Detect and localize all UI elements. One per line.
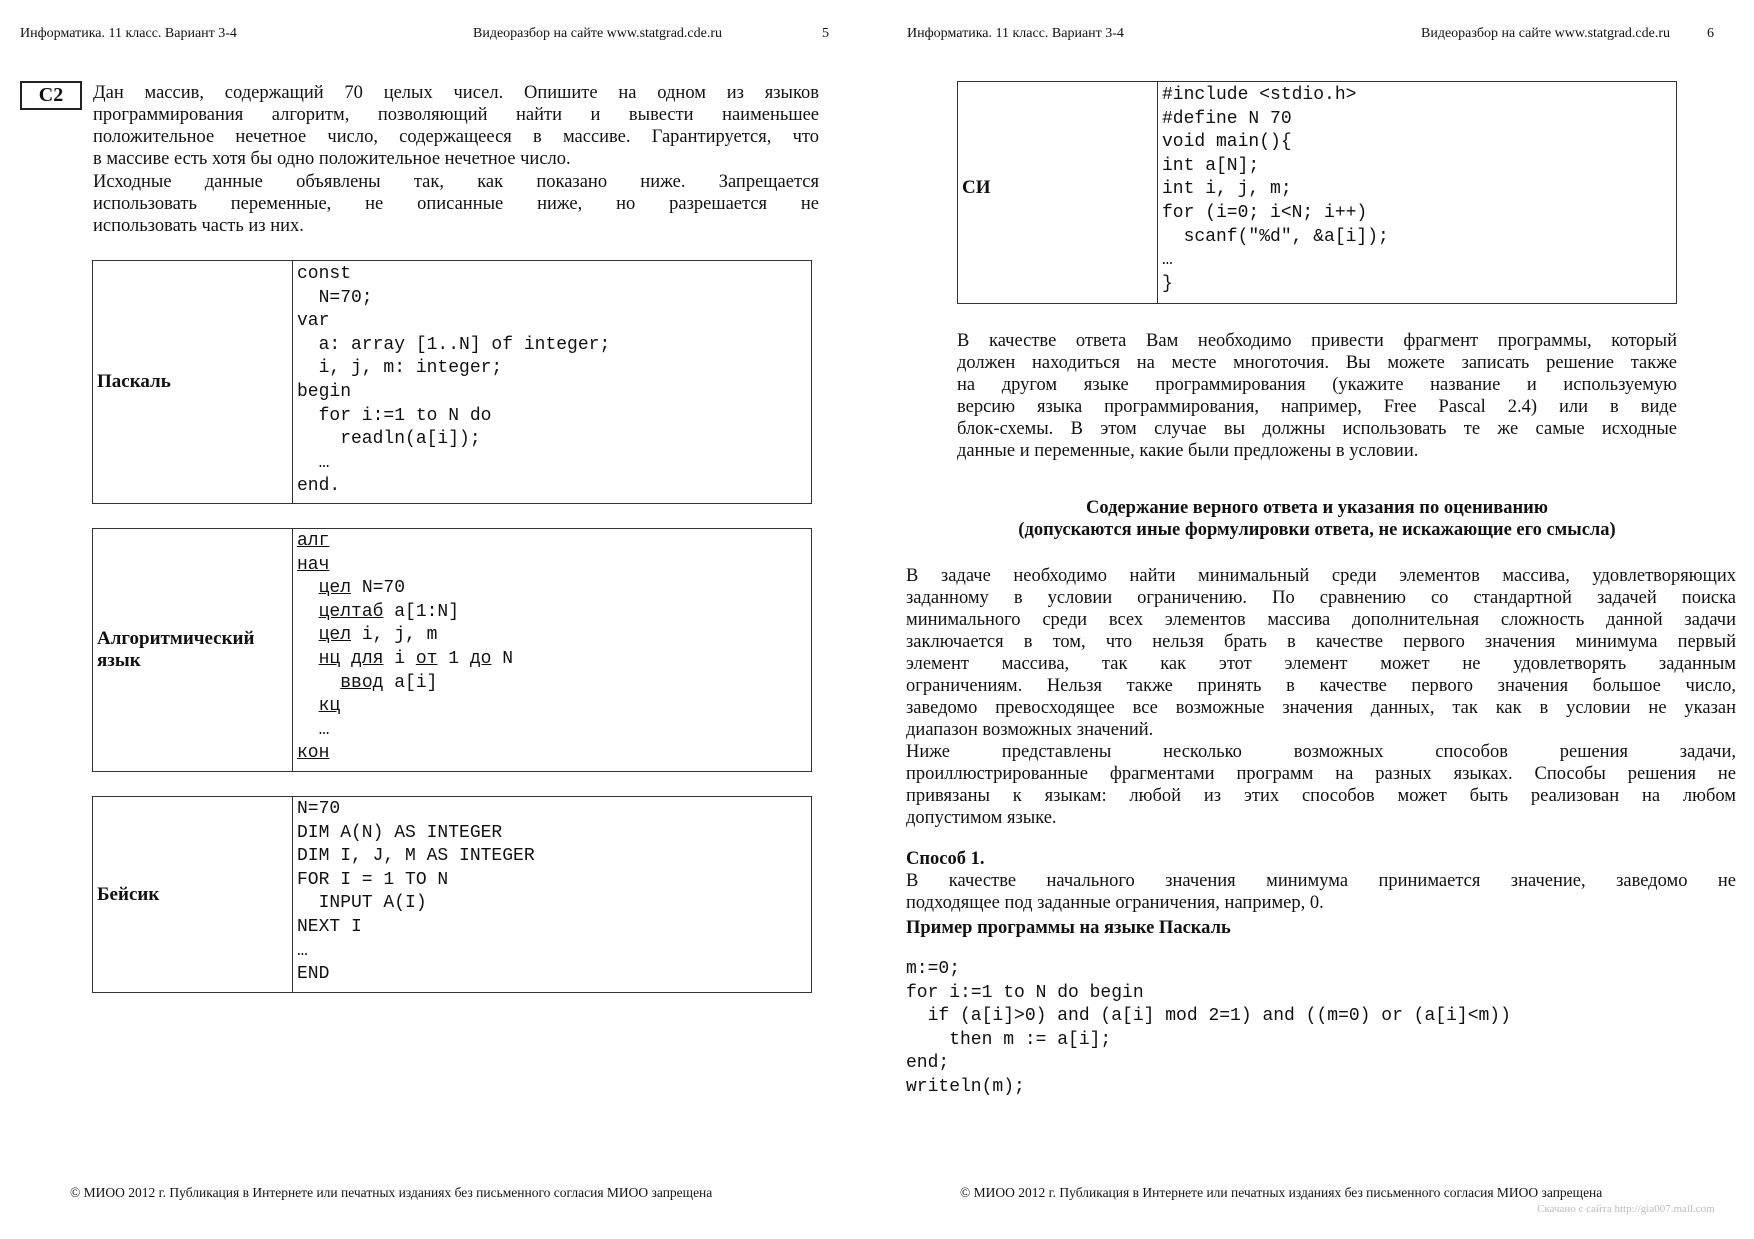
keyword: кц [318,696,341,717]
answer-line: данные и переменные, какие были предложены в условии. [957,441,1419,461]
header-title-right: Информатика. 11 класс. Вариант 3-4 [907,26,1124,41]
method-title: Способ 1. [906,849,985,869]
header-site-left: Видеоразбор на сайте www.statgrad.cde.ru [473,26,722,41]
answer-line: блок-схемы. В этом случае вы должны использовать те же самые исходные [957,419,1677,439]
header-title-left: Информатика. 11 класс. Вариант 3-4 [20,26,237,41]
code-line: END [297,964,330,985]
keyword: от [415,648,438,669]
c-label: СИ [958,82,1158,303]
header-site-right: Видеоразбор на сайте www.statgrad.cde.ru [1421,26,1670,41]
code-line [297,719,513,743]
explain-line: заключается в том, что нельзя брать в качестве первого значения минимума первый [906,632,1736,652]
explain-line: диапазон возможных значений. [906,720,1154,740]
code-line: var [297,311,330,332]
keyword: алг [297,531,330,551]
code-line: … [297,940,308,961]
code-line [297,624,513,648]
keyword: кон [297,743,330,764]
methods-line: привязаны к языкам: любой из этих способов может быть реализован на любом [906,786,1736,806]
decl-line: использовать переменные, не описанные ниже, но разрешается не [93,194,819,214]
algo-code [293,529,513,771]
code-line: end; [906,1053,950,1074]
page-number-left: 5 [822,26,829,41]
code-line [297,695,513,719]
code-line [297,601,513,625]
intro-line: программирования алгоритм, позволяющий найти и вывести наименьшее [93,105,819,125]
algo-code-table [92,528,812,772]
task-intro [93,82,819,170]
methods-line: проиллюстрированные фрагментами программ на разных языках. Способы решения не [906,764,1736,784]
code-line: m:=0; [906,959,961,979]
code-line: … [297,452,330,473]
code-line: void main(){ [1162,132,1292,153]
methods-line: допустимом языке. [906,808,1057,828]
answer-line: В качестве ответа Вам необходимо привести фрагмент программы, который [957,331,1677,351]
footer-copyright-right: © МИОО 2012 г. Публикация в Интернете или печатных изданиях без письменного согласия МИОО запрещена [960,1185,1603,1200]
explain-line: заведомо превосходящее все возможные значения данных, так как в условии не указан [906,698,1736,718]
explain-line: минимального среди всех элементов массива дополнительная сложность данной задачи [906,610,1736,630]
code-line [297,530,513,554]
algo-label-line: Алгоритмический [97,628,255,649]
keyword: до [469,648,492,669]
keyword: цел [318,578,352,599]
basic-code [293,797,535,992]
code-line: if (a[i]>0) and (a[i] mod 2=1) and ((m=0) or (a[i]<m)) [906,1006,1511,1027]
code-line [297,742,513,766]
answer-line: версию языка программирования, например, Free Pascal 2.4) или в виде [957,397,1677,417]
code-text: i [383,648,416,669]
basic-code-table [92,796,812,993]
code-line: NEXT I [297,916,362,937]
pascal-code [293,261,610,503]
keyword: нц [318,648,341,669]
code-line: begin [297,381,352,402]
watermark: Скачано с сайта http://gia007.mail.com [1537,1203,1715,1215]
code-line [297,648,513,672]
code-line: for i:=1 to N do [297,405,492,426]
right-page [877,0,1754,1239]
c-code-table [957,81,1677,304]
code-line: … [1162,250,1173,271]
keyword: цел [318,625,352,646]
intro-line: Дан массив, содержащий 70 целых чисел. Опишите на одном из языков [93,83,819,103]
code-line: writeln(m); [906,1076,1025,1097]
page-number-right: 6 [1707,26,1714,41]
code-line [297,672,513,696]
explain-line: В задаче необходимо найти минимальный среди элементов массива, удовлетворяющих [906,566,1736,586]
code-line: FOR I = 1 TO N [297,869,449,890]
decl-line: Исходные данные объявлены так, как показано ниже. Запрещается [93,172,819,192]
keyword: целтаб [318,601,384,622]
method-line: В качестве начального значения минимума принимается значение, заведомо не [906,871,1736,891]
example-title: Пример программы на языке Паскаль [906,918,1231,938]
keyword: для [351,648,384,669]
code-line: for i:=1 to N do begin [906,982,1144,1003]
code-text: i, j, m [351,625,438,646]
code-line: N=70; [297,287,373,308]
method-description [906,870,1736,914]
solution-code [906,958,1511,1100]
explanation [906,565,1736,741]
answer-line: на другом языке программирования (укажите название и используемую [957,375,1677,395]
basic-label: Бейсик [93,797,293,992]
code-line [297,554,513,578]
code-line: for (i=0; i<N; i++) [1162,202,1368,223]
code-line: const [297,264,352,284]
footer-copyright-left: © МИОО 2012 г. Публикация в Интернете или печатных изданиях без письменного согласия МИОО запрещена [70,1185,713,1200]
method-line: подходящее под заданные ограничения, например, 0. [906,893,1324,913]
code-line: INPUT A(I) [297,893,427,914]
code-text: … [318,719,330,740]
task-label: С2 [20,81,82,110]
decl-line: использовать часть из них. [93,216,304,236]
code-text: 1 [437,648,470,669]
algo-label [93,529,293,771]
heading-line: (допускаются иные формулировки ответа, не искажающие его смысла) [1018,520,1616,540]
c-code [1158,82,1389,303]
code-line: DIM I, J, M AS INTEGER [297,846,535,867]
code-line: #include <stdio.h> [1162,85,1357,105]
methods-intro [906,741,1736,829]
intro-line: в массиве есть хотя бы одно положительное нечетное число. [93,149,571,169]
pascal-label: Паскаль [93,261,293,503]
code-line: #define N 70 [1162,108,1292,129]
answer-instructions [957,330,1677,462]
section-heading [957,497,1677,541]
methods-line: Ниже представлены несколько возможных способов решения задачи, [906,742,1736,762]
code-text: N [491,648,514,669]
code-line: DIM A(N) AS INTEGER [297,822,503,843]
code-line: i, j, m: integer; [297,358,503,379]
code-line: N=70 [297,799,341,819]
code-line: a: array [1..N] of integer; [297,334,611,355]
answer-line: должен находиться на месте многоточия. Вы можете записать решение также [957,353,1677,373]
code-line: then m := a[i]; [906,1029,1112,1050]
explain-line: заданному в условии ограничению. По сравнению со стандартной задачей поиска [906,588,1736,608]
algo-label-line: язык [97,650,141,671]
code-line: end. [297,476,341,497]
pascal-code-table [92,260,812,504]
code-text: a[i] [383,672,438,693]
code-line: int a[N]; [1162,155,1260,176]
heading-line: Содержание верного ответа и указания по оцениванию [1086,498,1548,518]
task-declaration [93,171,819,237]
code-text: N=70 [351,578,406,599]
explain-line: ограничениям. Нельзя также принять в качестве первого значения большое число, [906,676,1736,696]
keyword: ввод [340,672,384,693]
code-line: readln(a[i]); [297,429,481,450]
explain-line: элемент массива, так как этот элемент может не удовлетворять заданным [906,654,1736,674]
code-line: } [1162,273,1173,294]
intro-line: положительное нечетное число, содержащееся в массиве. Гарантируется, что [93,127,819,147]
code-text: a[1:N] [383,601,460,622]
code-line: scanf("%d", &a[i]); [1162,226,1389,247]
code-line [297,577,513,601]
code-line: int i, j, m; [1162,179,1292,200]
keyword: нач [297,554,330,575]
